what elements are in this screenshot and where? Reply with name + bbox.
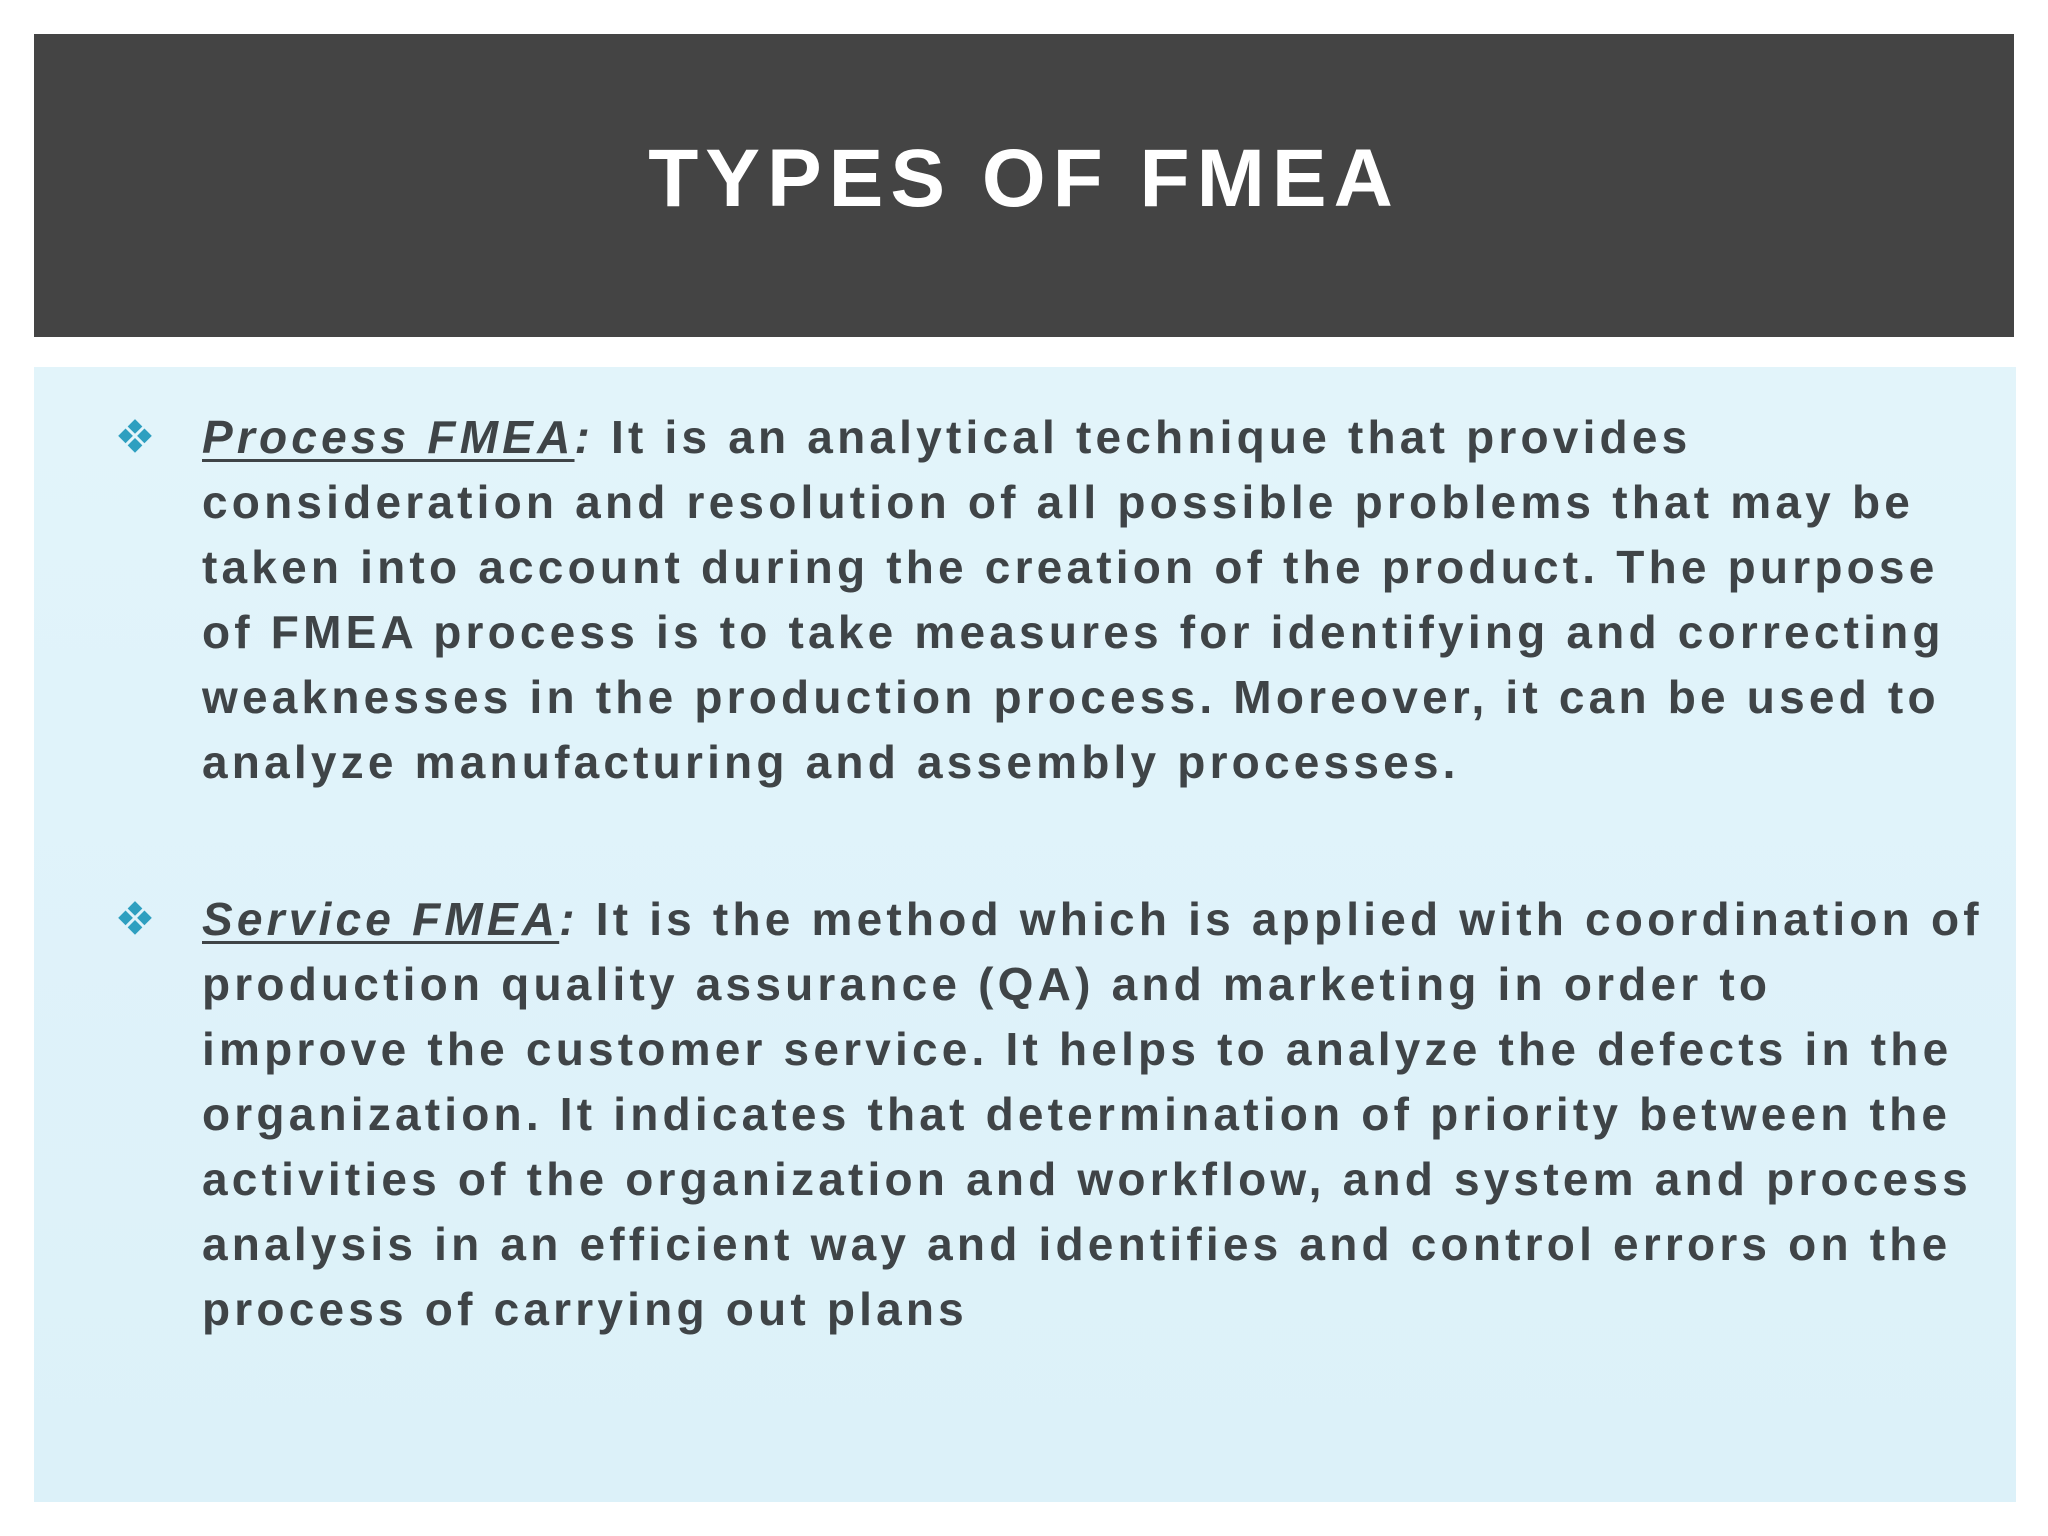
- title-banner: [34, 34, 2014, 337]
- bullet-separator: :: [559, 893, 579, 945]
- content-panel: [34, 367, 2016, 1502]
- diamond-bullet-icon: [114, 417, 156, 459]
- bullet-term: Service FMEA: [202, 893, 560, 945]
- bullet-text: It is the method which is applied with coordination of production quality assurance (QA) and marketing in order to improve the customer service. It helps to analyze the defects in the organization. It indicates that determination of priority between the activities of the organization and workflow, and system and process analysis in an efficient way and identifies and control errors on the process of carrying out plans: [202, 893, 1983, 1335]
- diamond-bullet-icon: [114, 899, 156, 941]
- bullet-body: [202, 405, 1988, 795]
- bullet-text: It is an analytical technique that provides consideration and resolution of all possible problems that may be taken into account during the creation of the product. The purpose of FMEA process is to take measures for identifying and correcting weaknesses in the production process. Moreover, it can be used to analyze manufacturing and assembly processes.: [202, 411, 1945, 788]
- bullet-process-fmea: [118, 405, 1988, 795]
- bullet-term: Process FMEA: [202, 411, 575, 463]
- bullet-service-fmea: [118, 887, 1988, 1342]
- bullet-body: [202, 887, 1988, 1342]
- bullet-separator: :: [574, 411, 595, 463]
- slide-title: TYPES OF FMEA: [648, 132, 1400, 224]
